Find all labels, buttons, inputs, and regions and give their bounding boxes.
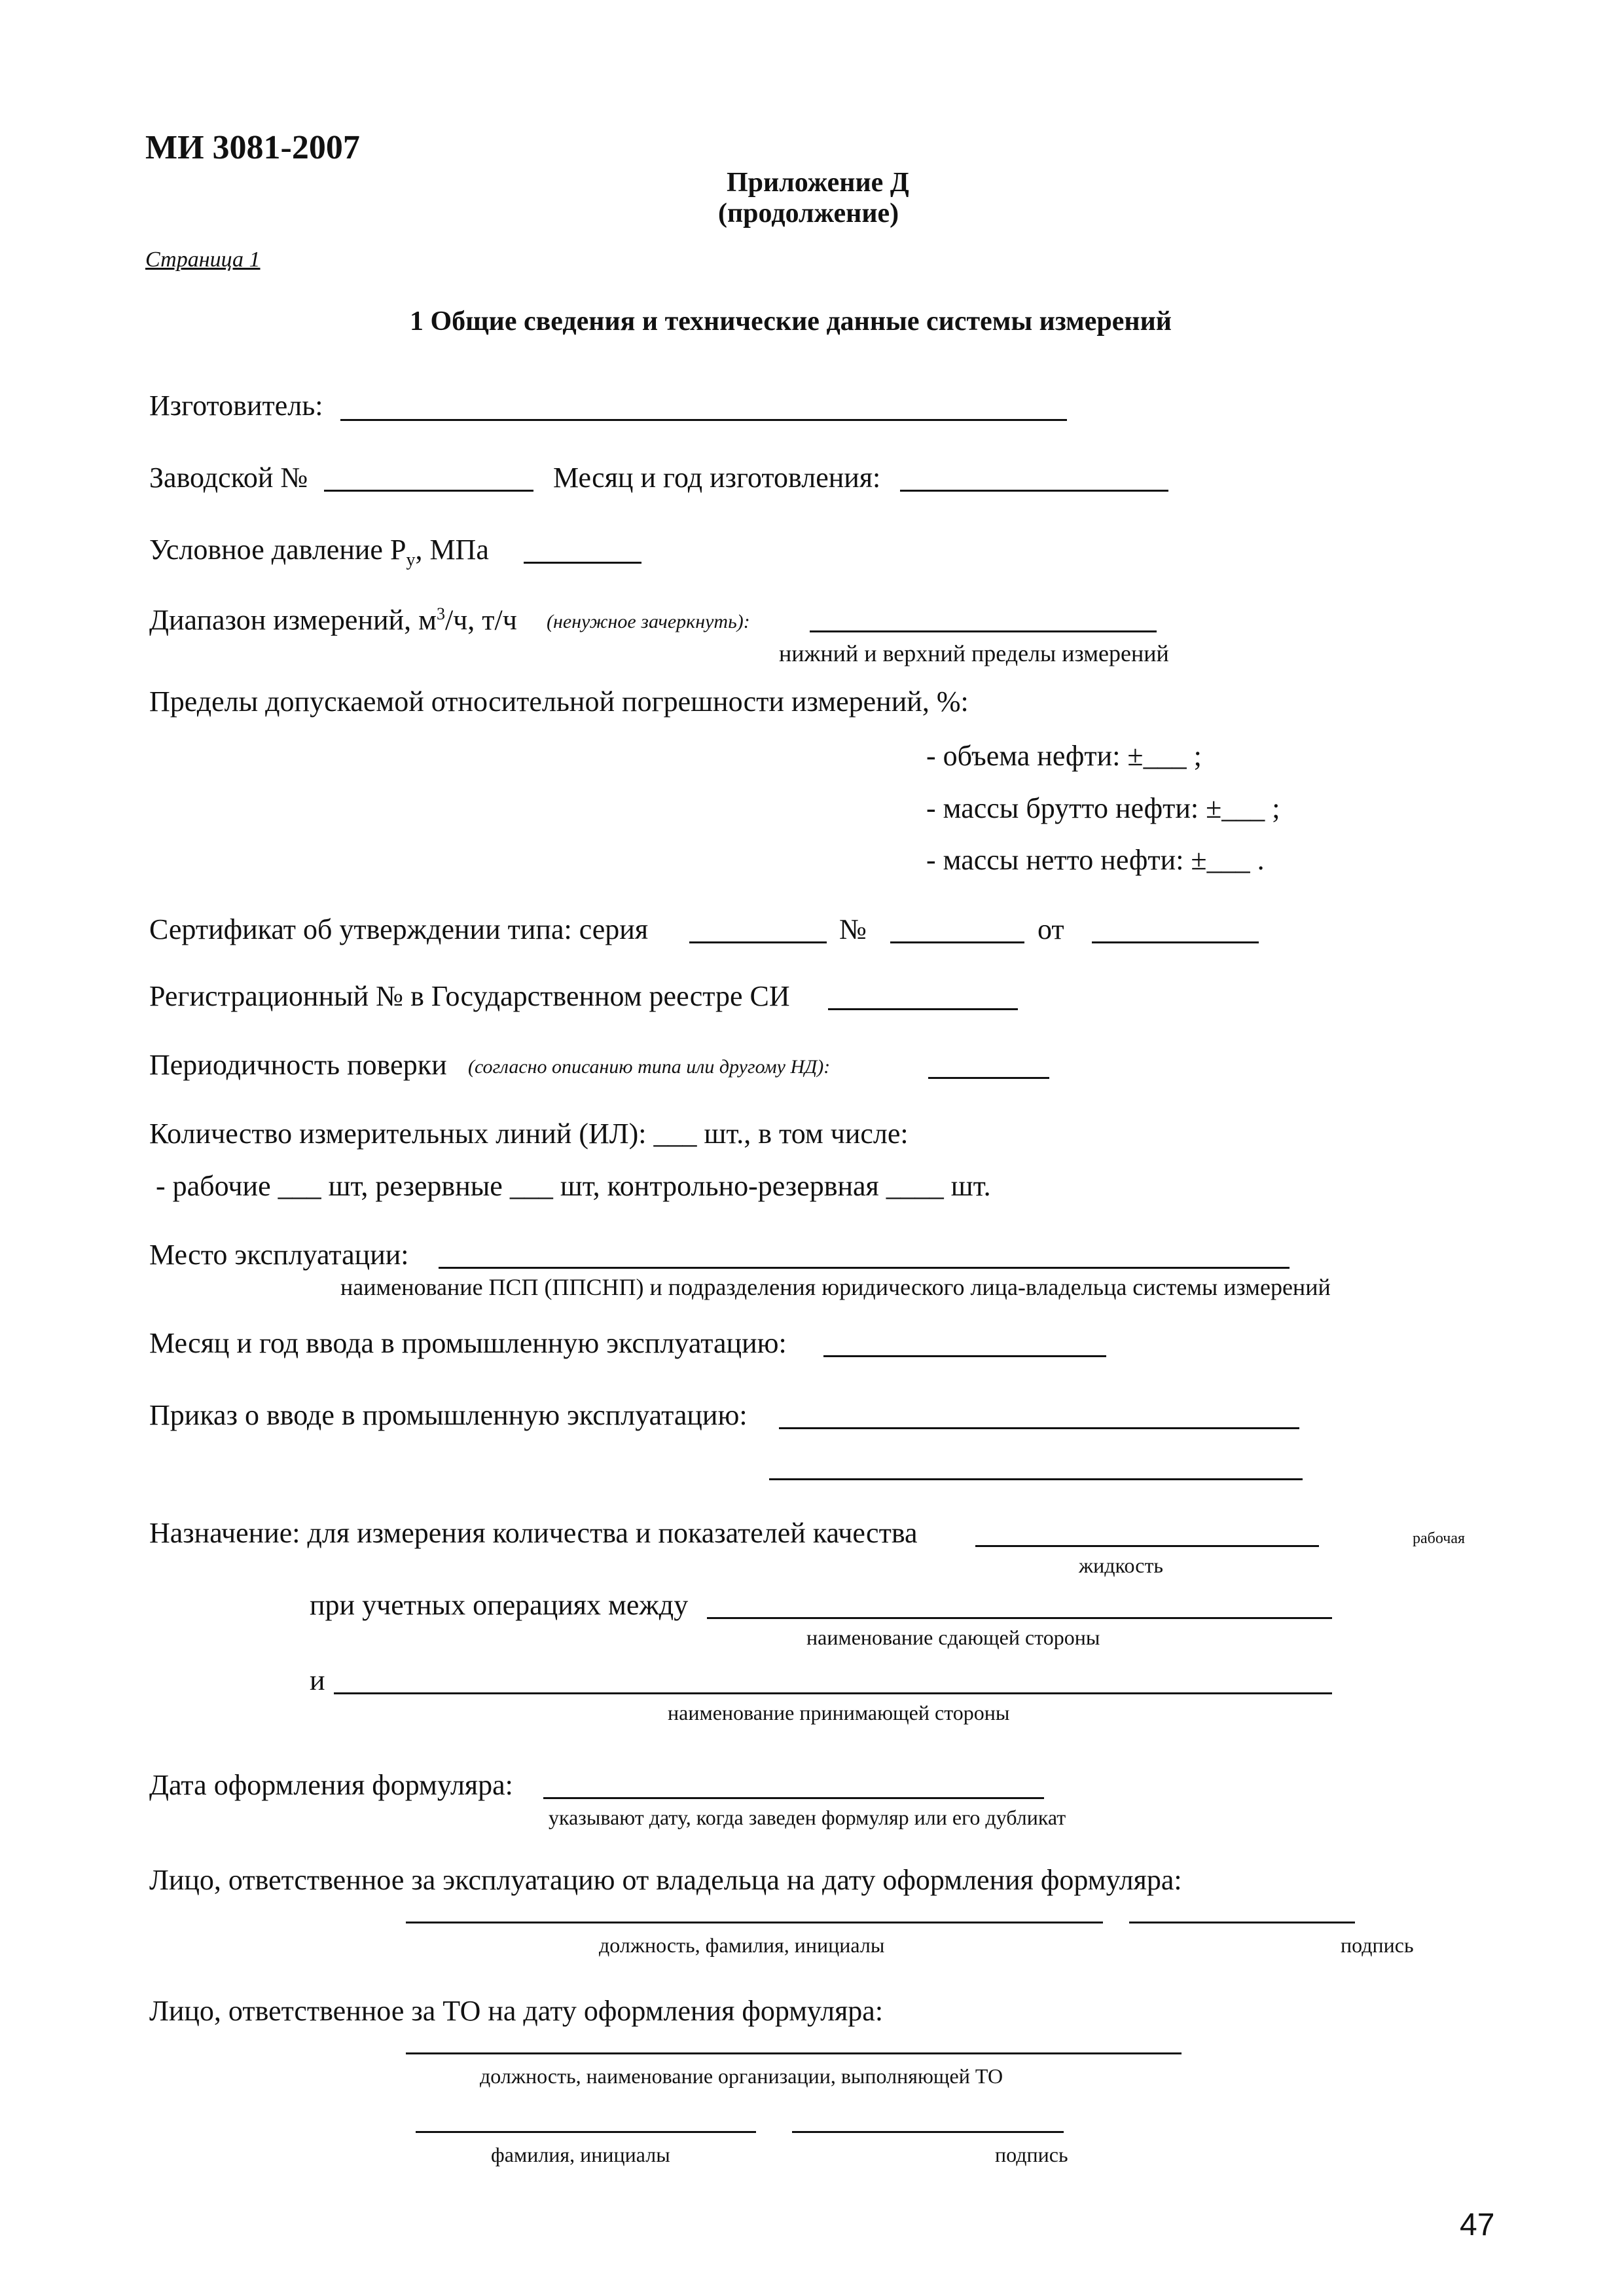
verification-note: (согласно описанию типа или другому НД): bbox=[468, 1056, 831, 1078]
verification-label: Периодичность поверки bbox=[149, 1049, 447, 1081]
commission-order-line-2 bbox=[769, 1478, 1303, 1480]
registration-label: Регистрационный № в Государственном реестре СИ bbox=[149, 980, 790, 1012]
and-caption: наименование принимающей стороны bbox=[668, 1701, 1010, 1724]
range-note: (ненужное зачеркнуть): bbox=[547, 611, 750, 632]
page-number: 47 bbox=[1460, 2208, 1495, 2242]
lines-count: Количество измерительных линий (ИЛ): ___ шт., в том числе: bbox=[149, 1118, 909, 1150]
to-name-line bbox=[416, 2131, 756, 2133]
between-caption: наименование сдающей стороны bbox=[806, 1626, 1100, 1649]
form-date-label: Дата оформления формуляра: bbox=[149, 1769, 513, 1801]
and-label: и bbox=[310, 1664, 325, 1696]
range-caption: нижний и верхний пределы измерений bbox=[779, 640, 1169, 666]
to-org-line bbox=[406, 2052, 1182, 2054]
to-caption: должность, наименование организации, выполняющей ТО bbox=[480, 2064, 1003, 2088]
registration-line bbox=[828, 1008, 1018, 1010]
manufacturer-line bbox=[340, 419, 1067, 421]
to-caption-left: фамилия, инициалы bbox=[491, 2143, 670, 2166]
form-date-caption: указывают дату, когда заведен формуляр или его дубликат bbox=[549, 1806, 1066, 1829]
lines-breakdown: - рабочие ___ шт, резервные ___ шт, контрольно-резервная ____ шт. bbox=[156, 1170, 991, 1202]
document-code: МИ 3081-2007 bbox=[145, 129, 360, 166]
manufacturer-label: Изготовитель: bbox=[149, 390, 323, 422]
limit-gross: - массы брутто нефти: ±___ ; bbox=[926, 792, 1280, 824]
location-caption: наименование ПСП (ППСНП) и подразделения юридического лица-владельца системы измерений bbox=[340, 1274, 1331, 1300]
owner-responsible-label: Лицо, ответственное за эксплуатацию от владельца на дату оформления формуляра: bbox=[149, 1864, 1182, 1896]
certificate-label: Сертификат об утверждении типа: серия bbox=[149, 913, 649, 945]
range-label: Диапазон измерений, $м^3/ч$, т/ч bbox=[149, 604, 517, 636]
pressure-line bbox=[524, 562, 641, 564]
to-responsible-label: Лицо, ответственное за ТО на дату оформления формуляра: bbox=[149, 1995, 884, 2027]
owner-caption-left: должность, фамилия, инициалы bbox=[599, 1933, 885, 1957]
certificate-date-line bbox=[1092, 941, 1259, 943]
between-label: при учетных операциях между bbox=[310, 1589, 689, 1621]
limit-net: - массы нетто нефти: ±___ . bbox=[926, 844, 1265, 876]
range-line bbox=[810, 630, 1157, 632]
certificate-no-label: № bbox=[839, 913, 867, 945]
and-line bbox=[334, 1692, 1332, 1694]
section-title: 1 Общие сведения и технические данные системы измерений bbox=[410, 306, 1172, 337]
limit-volume: - объема нефти: ±___ ; bbox=[926, 740, 1202, 772]
purpose-label: Назначение: для измерения количества и показателей качества bbox=[149, 1517, 918, 1549]
certificate-no-line bbox=[890, 941, 1024, 943]
serial-no-label: Заводской № bbox=[149, 462, 308, 494]
appendix-title: Приложение Д bbox=[727, 168, 909, 198]
location-line bbox=[439, 1267, 1290, 1269]
purpose-right-label: рабочая bbox=[1413, 1530, 1466, 1547]
limits-label: Пределы допускаемой относительной погрешности измерений, %: bbox=[149, 685, 969, 718]
serial-no-line bbox=[324, 490, 533, 492]
page-label: Страница 1 bbox=[145, 247, 261, 272]
month-year-made-line bbox=[900, 490, 1168, 492]
to-caption-right: подпись bbox=[995, 2143, 1068, 2166]
to-signature-line bbox=[792, 2131, 1064, 2133]
commission-order-label: Приказ о вводе в промышленную эксплуатацию: bbox=[149, 1399, 748, 1431]
verification-line bbox=[928, 1077, 1049, 1079]
month-year-made-label: Месяц и год изготовления: bbox=[553, 462, 881, 494]
form-date-line bbox=[543, 1797, 1044, 1799]
certificate-from-label: от bbox=[1038, 913, 1064, 945]
owner-name-line bbox=[406, 1922, 1103, 1923]
owner-caption-right: подпись bbox=[1341, 1933, 1414, 1957]
certificate-series-line bbox=[689, 941, 827, 943]
pressure-label: Условное давление $Р_у$, МПа bbox=[149, 534, 489, 570]
commission-date-line bbox=[823, 1355, 1106, 1357]
commission-order-line bbox=[779, 1427, 1299, 1429]
owner-signature-line bbox=[1129, 1922, 1355, 1923]
location-label: Место эксплуатации: bbox=[149, 1239, 409, 1271]
between-line bbox=[707, 1617, 1332, 1619]
commission-date-label: Месяц и год ввода в промышленную эксплуатацию: bbox=[149, 1327, 787, 1359]
purpose-caption: жидкость bbox=[1079, 1554, 1164, 1577]
appendix-continuation: (продолжение) bbox=[718, 198, 899, 228]
purpose-line bbox=[975, 1545, 1319, 1547]
